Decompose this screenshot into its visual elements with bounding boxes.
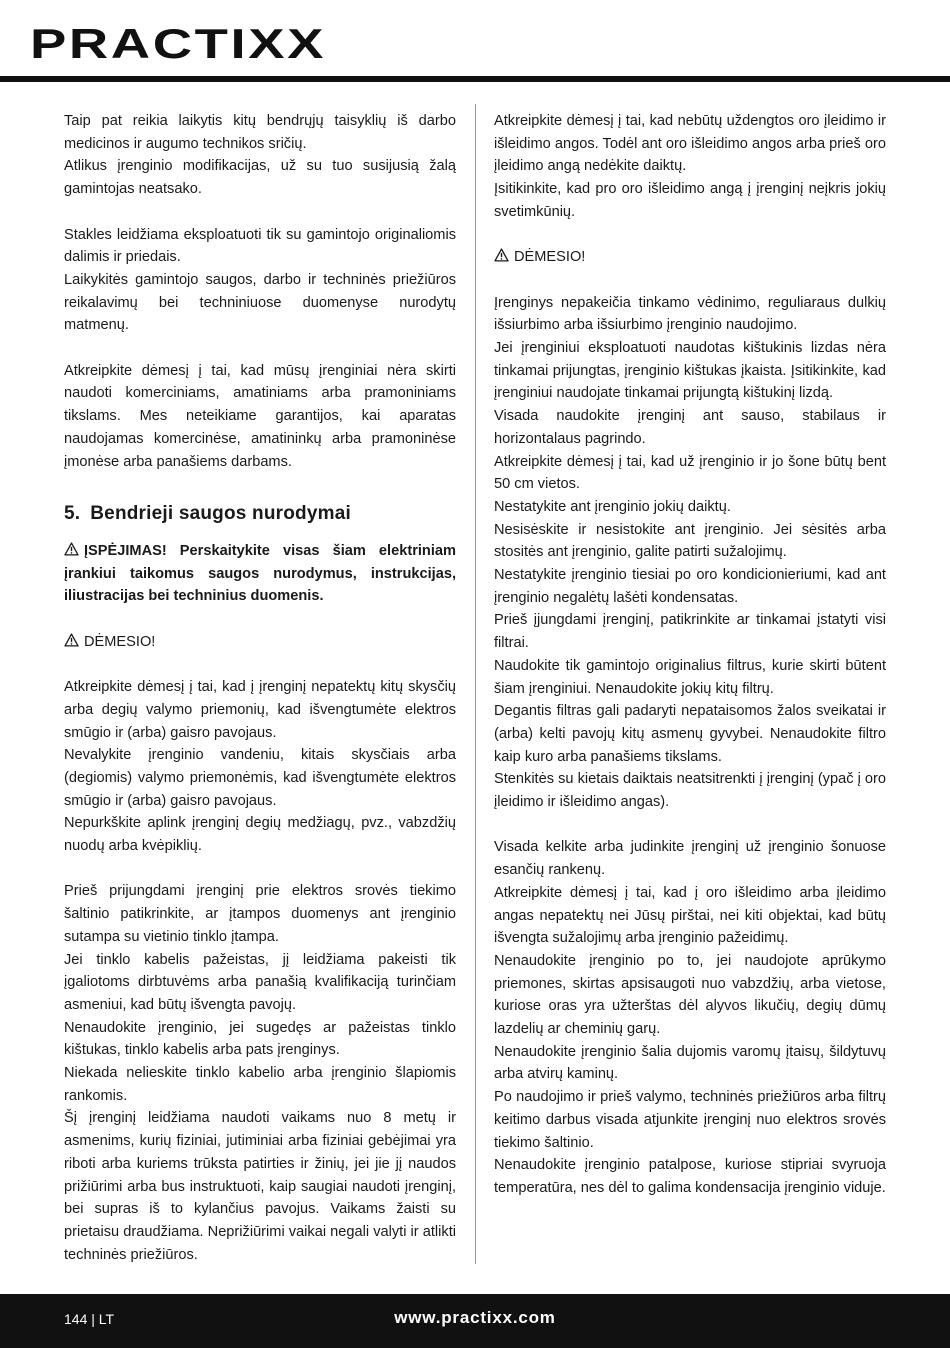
left-text-column (64, 110, 456, 1266)
body-paragraph: Nenaudokite įrenginio, jei sugedęs ar pažeistas tinklo kištukas, tinklo kabelis arba pats įrenginys. (64, 1019, 456, 1059)
section-number: 5. (64, 502, 81, 524)
warning-triangle-icon (64, 633, 79, 647)
paragraph-spacer (64, 201, 456, 224)
body-paragraph: Nenaudokite įrenginio po to, jei naudojote aprūkymo priemones, skirtas apsisaugoti nuo vabzdžių, arba vietose, kuriose oras yra užterštas dėl alyvos likučių, degių dūmų lazdelių ar cheminių garų. (494, 952, 886, 1038)
body-paragraph: Nestatykite ant įrenginio jokių daiktų. (494, 498, 731, 515)
warning-triangle-icon (494, 248, 509, 262)
logo-text: PRACTIXX (30, 20, 326, 67)
paragraph-spacer (494, 224, 886, 247)
section-heading (64, 500, 456, 528)
page-header (0, 0, 950, 84)
warning-text: ĮSPĖJIMAS! Perskaitykite visas šiam elektriniam įrankiui taikomus saugos nurodymus, instrukcijas, iliustracijas bei techninius duomenis. (64, 542, 456, 605)
body-paragraph: Šį įrenginį leidžiama naudoti vaikams nuo 8 metų ir asmenims, kurių fiziniai, jutiminiai arba fiziniai gebėjimai yra riboti arba kuriems trūksta patirties ir žinių, jei jie jį naudos prižiūrimi arba bus instruktuoti, kaip saugiai naudoti įrenginį, bei supras iš to kylančius pavojus. Vaikams žaisti su prietaisu draudžiama. Neprižiūrimi vaikai negali valyti ir atlikti techninės priežiūros. (64, 1110, 456, 1263)
body-paragraph: Atkreipkite dėmesį į tai, kad mūsų įrenginiai nėra skirti naudoti komerciniams, amatiniams arba pramoniniams tikslams. Mes neteikiame garantijos, kai aparatas naudojamas komercinėse, amatininkų arba pramoninėse įmonėse arba panašiems darbams. (64, 362, 456, 470)
paragraph-spacer (64, 473, 456, 496)
body-paragraph: Stenkitės su kietais daiktais neatsitrenkti į įrenginį (ypač į oro įleidimo ir išleidimo angas). (494, 771, 886, 811)
warning-text: DĖMESIO! (84, 633, 156, 650)
right-text-column (494, 110, 886, 1200)
paragraph-spacer (494, 269, 886, 292)
body-paragraph: Laikykitės gamintojo saugos, darbo ir techninės priežiūros reikalavimų bei techniniuose duomenyse nurodytų matmenų. (64, 271, 456, 334)
body-paragraph: Atkreipkite dėmesį į tai, kad į įrenginį nepatektų kitų skysčių arba degių valymo priemonių, kad išvengtumėte elektros smūgio ir (arba) gaisro pavojaus. (64, 679, 456, 741)
body-paragraph: Naudokite tik gamintojo originalius filtrus, kurie skirti būtent šiam įrenginiui. Nenaudokite jokių kitų filtrų. (494, 657, 886, 697)
section-title: Bendrieji saugos nurodymai (90, 502, 351, 524)
paragraph-spacer (64, 653, 456, 676)
warning-notice (64, 631, 456, 654)
body-paragraph: Nepurkškite aplink įrenginį degių medžiagų, pvz., vabzdžių nuodų arba kvėpiklių. (64, 815, 456, 855)
body-paragraph: Prieš prijungdami įrenginį prie elektros srovės tiekimo šaltinio patikrinkite, ar įtampos duomenys ant įrenginio sutampa su vietinio tinklo įtampa. (64, 883, 456, 945)
body-paragraph: Nenaudokite įrenginio patalpose, kuriose stipriai svyruoja temperatūra, nes dėl to galima kondensacija įrenginio viduje. (494, 1157, 886, 1196)
paragraph-spacer (64, 337, 456, 360)
body-paragraph: Nevalykite įrenginio vandeniu, kitais skysčiais arba (degiomis) valymo priemonėmis, kad išvengtumėte elektros smūgio ir (arba) gaisro pavojaus. (64, 747, 456, 809)
paragraph-spacer (64, 858, 456, 881)
practixx-logo (30, 14, 330, 74)
column-divider (475, 104, 476, 1264)
body-paragraph: Degantis filtras gali padaryti nepataisomos žalos sveikatai ir (arba) kelti pavojų kitų asmenų gyvybei. Nenaudokite filtro kaip kuro arba panašiems tikslams. (494, 703, 886, 765)
website-url[interactable]: www.practixx.com (394, 1308, 556, 1327)
body-paragraph: Atkreipkite dėmesį į tai, kad nebūtų uždengtos oro įleidimo ir išleidimo angos. Todėl ant oro išleidimo angos arba prieš oro įleidimo angą nedėkite daiktų. (494, 113, 886, 175)
header-rule (0, 76, 950, 82)
warning-notice (494, 246, 886, 269)
body-paragraph: Atlikus įrenginio modifikacijas, už su tuo susijusią žalą gamintojas neatsako. (64, 158, 456, 198)
body-paragraph: Nestatykite įrenginio tiesiai po oro kondicionieriumi, kad ant įrenginio negalėtų lašėti kondensatas. (494, 567, 886, 606)
page-footer (0, 1294, 950, 1348)
body-paragraph: Niekada nelieskite tinklo kabelio arba įrenginio šlapiomis rankomis. (64, 1065, 456, 1104)
page-number: 144 | LT (64, 1311, 115, 1327)
body-paragraph: Jei tinklo kabelis pažeistas, jį leidžiama pakeisti tik įgaliotoms dirbtuvėms arba panašią kvalifikaciją turinčiam asmeniui, kad būtų išvengta pavojų. (64, 951, 456, 1013)
paragraph-spacer (64, 608, 456, 631)
paragraph-spacer (494, 814, 886, 837)
body-paragraph: Nesisėskite ir nesistokite ant įrenginio. Jei sėsitės arba stositės ant įrenginio, galite patirti sužalojimų. (494, 521, 886, 561)
body-paragraph: Įsitikinkite, kad pro oro išleidimo angą į įrenginį neįkris jokių svetimkūnių. (494, 181, 886, 220)
body-paragraph: Nenaudokite įrenginio šalia dujomis varomų įtaisų, šildytuvų arba atvirų kaminų. (494, 1043, 886, 1083)
body-paragraph: Įrenginys nepakeičia tinkamo vėdinimo, reguliaraus dulkių išsiurbimo arba išsiurbimo įrenginio naudojimo. (494, 294, 886, 334)
body-paragraph: Jei įrenginiui eksploatuoti naudotas kištukinis lizdas nėra tinkamai prijungtas, įrenginio kištukas įkaista. Įsitikinkite, kad įrenginiui naudojate tinkamai prijungtą kištukinį lizdą. (494, 340, 886, 402)
warning-triangle-icon (64, 542, 79, 556)
body-paragraph: Atkreipkite dėmesį į tai, kad į oro išleidimo arba įleidimo angas nepatektų nei Jūsų pirštai, nei kiti objektai, kad būtų išvengta sužalojimų arba įrenginio pažeidimų. (494, 884, 886, 947)
body-paragraph: Atkreipkite dėmesį į tai, kad už įrenginio ir jo šone būtų bent 50 cm vietos. (494, 453, 886, 493)
warning-text: DĖMESIO! (514, 249, 586, 266)
warning-notice (64, 540, 456, 608)
body-paragraph: Stakles leidžiama eksploatuoti tik su gamintojo originaliomis dalimis ir priedais. (64, 226, 456, 266)
body-paragraph: Po naudojimo ir prieš valymo, techninės priežiūros arba filtrų keitimo darbus visada atjunkite įrenginį nuo elektros srovės tiekimo šaltinio. (494, 1089, 886, 1151)
body-paragraph: Taip pat reikia laikytis kitų bendrųjų taisyklių iš darbo medicinos ir augumo technikos sričių. (64, 113, 456, 152)
body-paragraph: Prieš įjungdami įrenginį, patikrinkite ar tinkamai įstatyti visi filtrai. (494, 612, 886, 652)
body-paragraph: Visada naudokite įrenginį ant sauso, stabilaus ir horizontalaus pagrindo. (494, 408, 886, 447)
body-paragraph: Visada kelkite arba judinkite įrenginį už įrenginio šonuose esančių rankenų. (494, 839, 886, 879)
